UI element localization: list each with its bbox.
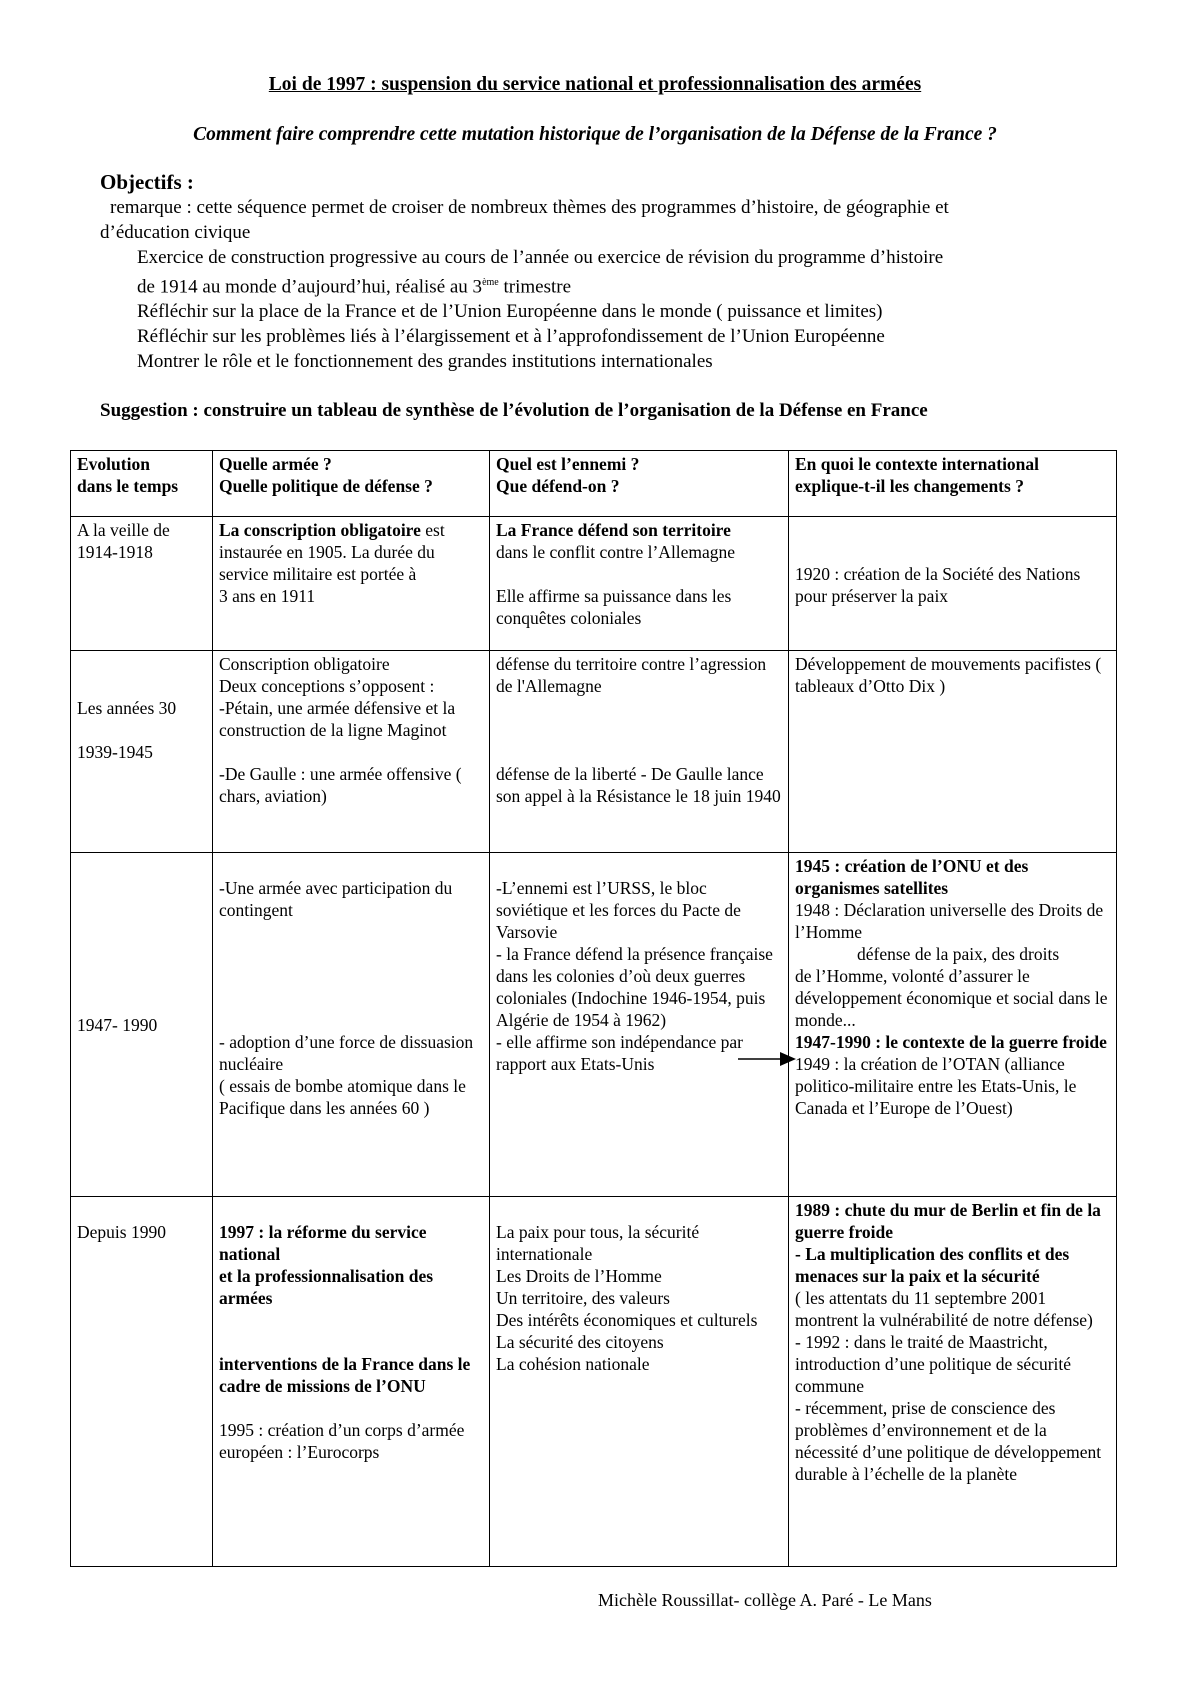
cell-text: 3 ans en 1911 — [219, 586, 316, 606]
cell-text: 1947- 1990 — [77, 1014, 158, 1035]
cell-text-bold: et la professionnalisation des armées — [219, 1266, 434, 1308]
cell-text: - 1992 : dans le traité de Maastricht, introduction d’une politique de sécurité commune — [795, 1332, 1072, 1396]
cell-text: -De Gaulle : une armée offensive ( chars, aviation) — [219, 764, 462, 806]
cell-text: Les années 30 — [77, 698, 177, 718]
cell-text: 1914-1918 — [77, 542, 153, 562]
spacer — [219, 855, 483, 877]
cell-text: défense de la paix, des droits — [857, 944, 1060, 964]
objective-item: Réfléchir sur la place de la France et de l’Union Européenne dans le monde ( puissance et limites) — [137, 301, 883, 323]
cell-text: ( essais de bombe atomique dans le Pacifique dans les années 60 ) — [219, 1076, 466, 1118]
suggestion-line: Suggestion : construire un tableau de synthèse de l’évolution de l’organisation de la Défense en France — [100, 400, 928, 421]
army-cell — [213, 853, 490, 1197]
cell-text: -Une armée avec participation du contingent — [219, 878, 453, 920]
header-text: En quoi le contexte international — [795, 454, 1040, 474]
cell-text: La cohésion nationale — [496, 1354, 650, 1374]
synthesis-table — [70, 450, 1117, 1567]
spacer — [77, 1199, 206, 1221]
cell-text: Elle affirme sa puissance dans les conquêtes coloniales — [496, 586, 732, 628]
table-row — [71, 517, 1117, 651]
context-cell — [789, 651, 1117, 853]
enemy-cell — [490, 1197, 789, 1567]
cell-text: - adoption d’une force de dissuasion nucléaire — [219, 1032, 474, 1074]
army-cell — [213, 1197, 490, 1567]
cell-text: 1949 : la création de l’OTAN (alliance politico-militaire entre les Etats-Unis, le Canada et l’Europe de l’Ouest) — [795, 1054, 1077, 1118]
cell-text-bold: 1989 : chute du mur de Berlin et fin de la guerre froide — [795, 1200, 1101, 1242]
enemy-cell — [490, 517, 789, 651]
cell-text-bold: La conscription obligatoire — [219, 520, 421, 540]
objective-item: Montrer le rôle et le fonctionnement des grandes institutions internationales — [137, 351, 713, 373]
cell-text: -L’ennemi est l’URSS, le bloc soviétique et les forces du Pacte de Varsovie — [496, 878, 741, 942]
document-question: Comment faire comprendre cette mutation historique de l’organisation de la Défense de la France ? — [193, 124, 997, 145]
objectives-remark-continued: d’éducation civique — [100, 222, 251, 243]
spacer — [219, 741, 483, 763]
period-cell — [71, 517, 213, 651]
spacer — [219, 921, 483, 1031]
cell-text-bold: La France défend son territoire — [496, 520, 731, 540]
period-cell — [71, 853, 213, 1197]
author-footer: Michèle Roussillat- collège A. Paré - Le Mans — [598, 1590, 932, 1610]
cell-text: 1995 : création d’un corps d’armée européen : l’Eurocorps — [219, 1420, 465, 1462]
table-header-row — [71, 451, 1117, 517]
cell-text-bold: 1945 : création de l’ONU et des organismes satellites — [795, 856, 1029, 898]
cell-text: ( les attentats du 11 septembre 2001 montrent la vulnérabilité de notre défense) — [795, 1288, 1093, 1330]
army-cell — [213, 651, 490, 853]
spacer — [219, 1199, 483, 1221]
spacer — [77, 653, 206, 697]
cell-text-bold: 1947-1990 : le contexte de la guerre froide — [795, 1032, 1107, 1052]
cell-text: défense du territoire contre l’agression de l'Allemagne — [496, 654, 767, 696]
cell-text-bold: 1997 : la réforme du service national — [219, 1222, 427, 1264]
cell-text: A la veille de — [77, 520, 170, 540]
period-cell — [71, 651, 213, 853]
enemy-cell — [490, 853, 789, 1197]
period-cell — [71, 1197, 213, 1567]
cell-text: Depuis 1990 — [77, 1222, 166, 1242]
header-time — [71, 451, 213, 517]
enemy-cell — [490, 651, 789, 853]
spacer — [496, 697, 782, 763]
cell-text: Un territoire, des valeurs — [496, 1288, 670, 1308]
objectives-list — [100, 245, 1110, 374]
cell-text: est instaurée en 1905. La durée du service militaire est portée à — [219, 520, 445, 584]
spacer — [795, 519, 1110, 563]
cell-text: 1920 : création de la Société des Nations pour préserver la paix — [795, 564, 1081, 606]
objectives-section — [100, 170, 1110, 374]
document-title: Loi de 1997 : suspension du service national et professionnalisation des armées — [268, 74, 922, 95]
header-text: dans le temps — [77, 476, 179, 496]
cell-text: dans le conflit contre l’Allemagne — [496, 542, 736, 562]
arrow-right-icon — [738, 1051, 798, 1067]
header-army — [213, 451, 490, 517]
header-enemy — [490, 451, 789, 517]
header-text: Quel est l’ennemi ? — [496, 454, 640, 474]
cell-text: Des intérêts économiques et culturels — [496, 1310, 758, 1330]
cell-text: - récemment, prise de conscience des problèmes d’environnement et de la nécessité d’une politique de développement durable à l’échelle de la planète — [795, 1398, 1102, 1484]
cell-text: de l’Homme, volonté d’assurer le développement économique et social dans le monde... — [795, 966, 1108, 1030]
cell-text: Développement de mouvements pacifistes ( tableaux d’Otto Dix ) — [795, 654, 1102, 696]
table-row — [71, 853, 1117, 1197]
objectives-remark: remarque : cette séquence permet de croiser de nombreux thèmes des programmes d’histoire, de géographie et — [110, 197, 949, 218]
cell-text: - la France défend la présence française dans les colonies d’où deux guerres coloniales (Indochine 1946-1954, puis Algérie de 1954 à 1962) — [496, 944, 773, 1030]
header-text: Que défend-on ? — [496, 476, 620, 496]
spacer — [219, 1309, 483, 1353]
objective-item — [137, 270, 1110, 299]
objectives-heading: Objectifs : — [100, 170, 194, 194]
spacer — [77, 719, 206, 741]
ordinal-superscript: ème — [482, 277, 499, 288]
objective-text: trimestre — [498, 276, 571, 298]
spacer — [496, 855, 782, 877]
cell-text: -Pétain, une armée défensive et la construction de la ligne Maginot — [219, 698, 456, 740]
cell-text-bold: - La multiplication des conflits et des menaces sur la paix et la sécurité — [795, 1244, 1070, 1286]
army-cell — [213, 517, 490, 651]
header-text: explique-t-il les changements ? — [795, 476, 1024, 496]
header-text: Quelle armée ? — [219, 454, 332, 474]
cell-text: 1939-1945 — [77, 742, 153, 762]
cell-text: La sécurité des citoyens — [496, 1332, 664, 1352]
context-cell — [789, 853, 1117, 1197]
table-row — [71, 1197, 1117, 1567]
table-row — [71, 651, 1117, 853]
cell-text: - elle affirme son indépendance par rapport aux Etats-Unis — [496, 1032, 743, 1074]
header-text: Quelle politique de défense ? — [219, 476, 433, 496]
spacer — [496, 563, 782, 585]
cell-text: Deux conceptions s’opposent : — [219, 676, 435, 696]
spacer — [496, 1199, 782, 1221]
header-context — [789, 451, 1117, 517]
objective-text: de 1914 au monde d’aujourd’hui, réalisé au 3 — [137, 276, 483, 298]
cell-text-bold: interventions de la France dans le cadre de missions de l’ONU — [219, 1354, 471, 1396]
cell-text: 1948 : Déclaration universelle des Droits de l’Homme — [795, 900, 1104, 942]
spacer — [219, 1397, 483, 1419]
cell-text: Les Droits de l’Homme — [496, 1266, 662, 1286]
context-cell — [789, 517, 1117, 651]
context-cell — [789, 1197, 1117, 1567]
header-text: Evolution — [77, 454, 150, 474]
objective-item: Exercice de construction progressive au cours de l’année ou exercice de révision du programme d’histoire — [137, 247, 944, 268]
cell-text: Conscription obligatoire — [219, 654, 390, 674]
cell-text: La paix pour tous, la sécurité internationale — [496, 1222, 700, 1264]
objective-item: Réfléchir sur les problèmes liés à l’élargissement et à l’approfondissement de l’Union Européenne — [137, 326, 885, 348]
cell-text: défense de la liberté - De Gaulle lance son appel à la Résistance le 18 juin 1940 — [496, 764, 781, 806]
